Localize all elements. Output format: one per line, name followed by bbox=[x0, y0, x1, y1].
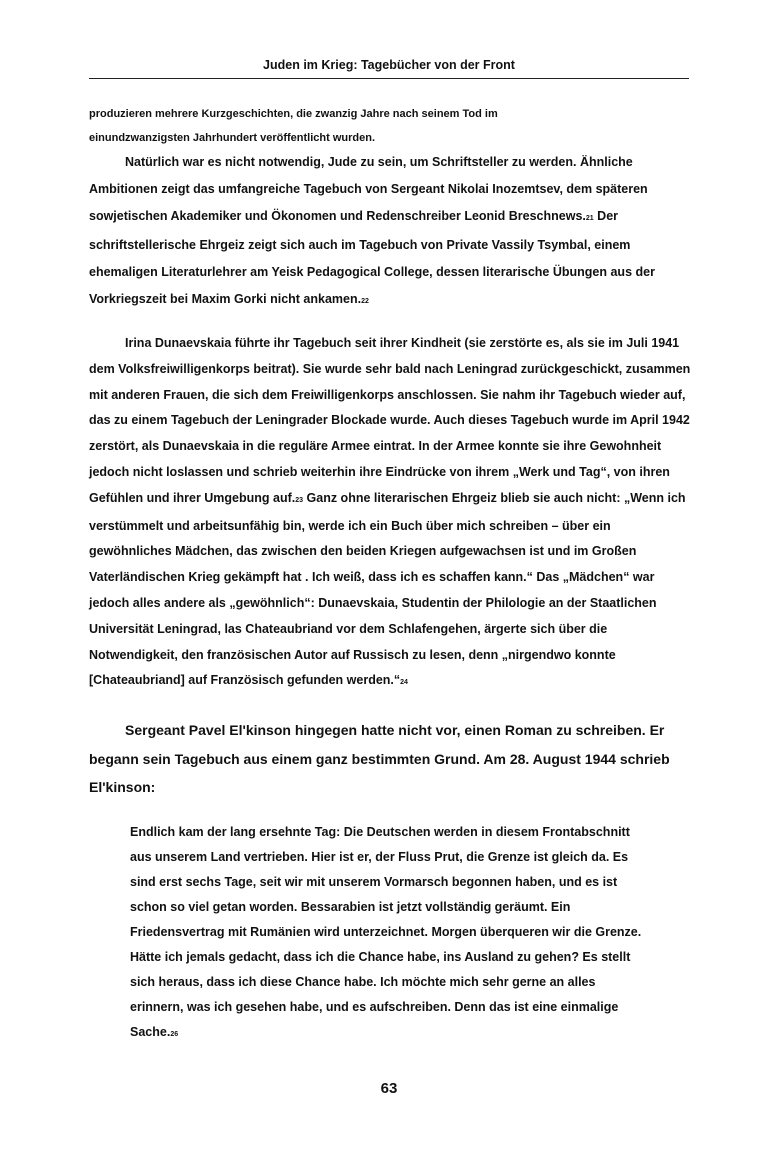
footnote-marker-22: 22 bbox=[361, 298, 369, 305]
block-quote bbox=[130, 820, 650, 1047]
quote-text: Endlich kam der lang ersehnte Tag: Die Deutschen werden in diesem Frontabschnitt aus unserem Land vertrieben. Hier ist er, der Fluss Prut, die Grenze ist gleich da. Es sind erst sechs Tage, seit wir mit unserem Vormarsch begonnen haben, und es ist schon so viel getan worden. Bessarabien ist jetzt vollständig geräumt. Ein Friedensvertrag mit Rumänien wird unterzeichnet. Morgen überqueren wir die Grenze. Hätte ich jemals gedacht, dass ich die Chance habe, ins Ausland zu gehen? Es stellt sich heraus, dass ich diese Chance habe. Ich möchte mich sehr gerne an alles erinnern, was ich gesehen habe, und es aufschreiben. Denn das ist eine einmalige Sache. bbox=[130, 825, 642, 1039]
paragraph-elkinson bbox=[89, 716, 692, 802]
paragraph-inozemtsev bbox=[89, 149, 692, 315]
running-header: Juden im Krieg: Tagebücher von der Front bbox=[263, 58, 515, 72]
header-divider bbox=[89, 78, 689, 79]
page-number: 63 bbox=[380, 1080, 398, 1097]
footnote-marker-24: 24 bbox=[400, 679, 408, 687]
paragraph-text: Der schriftstellerische Ehrgeiz zeigt sich auch im Tagebuch von Private Vassily Tsymbal, einem ehemaligen Literaturlehrer am Yeisk Pedagogical College, dessen literarische Übungen aus der Vorkriegszeit bei Maxim Gorki nicht ankamen. bbox=[89, 209, 655, 306]
continuation-line-2: einundzwanzigsten Jahrhundert veröffentlicht wurden. bbox=[89, 132, 376, 144]
paragraph-text: Natürlich war es nicht notwendig, Jude zu sein, um Schriftsteller zu werden. Ähnliche Ambitionen zeigt das umfangreiche Tagebuch von Sergeant Nikolai Inozemtsev, dem späteren sowjetischen Akademiker und Ökonomen und Redenschreiber Leonid Breschnews. bbox=[89, 155, 648, 223]
footnote-marker-23: 23 bbox=[295, 496, 304, 504]
footnote-marker-21: 21 bbox=[585, 215, 594, 222]
paragraph-text: Sergeant Pavel El'kinson hingegen hatte nicht vor, einen Roman zu schreiben. Er begann sein Tagebuch aus einem ganz bestimmten Grund. Am 28. August 1944 schrieb El'kinson: bbox=[89, 722, 670, 795]
paragraph-dunaevskaia bbox=[89, 331, 692, 696]
paragraph-continuation bbox=[89, 102, 692, 150]
paragraph-text: Irina Dunaevskaia führte ihr Tagebuch seit ihrer Kindheit (sie zerstörte es, als sie im Juli 1941 dem Volksfreiwilligenkorps beitrat). Sie wurde sehr bald nach Leningrad zurückgeschickt, zusammen mit anderen Frauen, die sich dem Freiwilligenkorps anschlossen. Sie nahm ihr Tagebuch wieder auf, das zu einem Tagebuch der Leningrader Blockade wurde. Auch dieses Tagebuch wurde im April 1942 zerstört, als Dunaevskaia in die reguläre Armee eintrat. In der Armee konnte sie ihre Gewohnheit jedoch nicht loslassen und schrieb weiterhin ihre Eindrücke von ihrem „Werk und Tag“, von ihren Gefühlen und ihrer Umgebung auf. bbox=[89, 336, 691, 505]
continuation-line-1: produzieren mehrere Kurzgeschichten, die zwanzig Jahre nach seinem Tod im bbox=[89, 108, 498, 120]
footnote-marker-26: 26 bbox=[170, 1031, 179, 1038]
paragraph-text: Ganz ohne literarischen Ehrgeiz blieb sie auch nicht: „Wenn ich verstümmelt und arbeitsunfähig bin, werde ich ein Buch über mich schreiben – über ein gewöhnliches Mädchen, das zwischen den beiden Kriegen aufgewachsen ist und im Großen Vaterländischen Krieg gekämpft hat . Ich weiß, dass ich es schaffen kann.“ Das „Mädchen“ war jedoch alles andere als „gewöhnlich“: Dunaevskaia, Studentin der Philologie an der Staatlichen Universität Leningrad, las Chateaubriand vor dem Schlafengehen, ärgerte sich über die Notwendigkeit, den französischen Autor auf Russisch zu lesen, denn „nirgendwo konnte [Chateaubriand] auf Französisch gefunden werden.“ bbox=[89, 490, 686, 688]
